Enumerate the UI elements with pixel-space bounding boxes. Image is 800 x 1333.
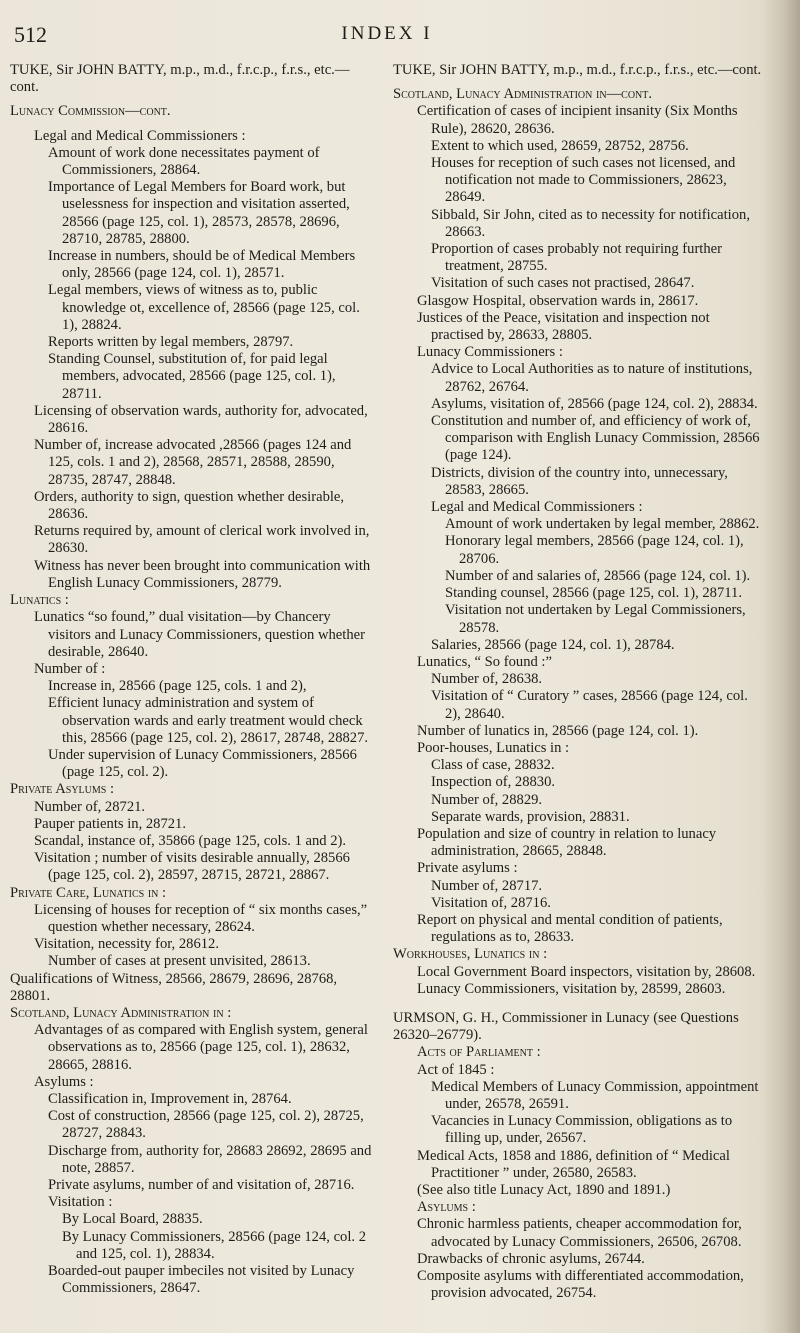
index-entry: Visitation not undertaken by Legal Commissioners, 28578. — [445, 602, 746, 636]
index-entry: Number of and salaries of, 28566 (page 124, col. 1). — [445, 567, 751, 584]
index-entry: Drawbacks of chronic asylums, 26744. — [417, 1250, 645, 1267]
index-entry: Extent to which used, 28659, 28752, 28756. — [431, 137, 689, 154]
index-entry: Legal and Medical Commissioners : — [34, 127, 246, 144]
index-entry: Returns required by, amount of clerical work involved in, 28630. — [34, 523, 370, 557]
index-entry: Number of, 28638. — [431, 671, 543, 688]
index-entry: Pauper patients in, 28721. — [34, 815, 186, 832]
index-entry: Standing Counsel, substitution of, for paid legal members, advocated, 28566 (page 125, col. 1), 28711. — [48, 351, 336, 402]
index-entry: Justices of the Peace, visitation and inspection not practised by, 28633, 28805. — [417, 309, 710, 344]
index-entry: Sibbald, Sir John, cited as to necessity for notification, 28663. — [431, 206, 750, 240]
index-entry: Lunatics : — [10, 592, 69, 609]
index-entry: Legal members, views of witness as to, public knowledge ot, excellence of, 28566 (page 125, col. 1), 28824. — [48, 282, 360, 333]
index-entry: Chronic harmless patients, cheaper accommodation for, advocated by Lunacy Commissioners, 26506, 26708. — [417, 1216, 742, 1250]
index-entry: Vacancies in Lunacy Commission, obligations as to filling up, under, 26567. — [431, 1113, 733, 1147]
index-entry: Asylums : — [34, 1073, 94, 1090]
index-entry: Number of, 28717. — [431, 877, 543, 894]
index-entry: Number of lunatics in, 28566 (page 124, col. 1). — [417, 722, 699, 739]
index-entry: Proportion of cases probably not requiring further treatment, 28755. — [431, 241, 722, 275]
index-entry: Lunacy Commissioners, visitation by, 28599, 28603. — [417, 980, 726, 997]
index-entry: Inspection of, 28830. — [431, 774, 556, 791]
index-entry: Advice to Local Authorities as to nature of institutions, 28762, 26764. — [431, 361, 753, 395]
index-entry: Constitution and number of, and efficiency of work of, comparison with English Lunacy Commission, 28566 (page 124). — [431, 413, 760, 464]
page-edge-shadow — [762, 0, 800, 1333]
index-entry: Districts, division of the country into, unnecessary, 28583, 28665. — [431, 464, 728, 498]
index-entry: Private Asylums : — [10, 781, 115, 798]
index-entry: Efficient lunacy administration and system of observation wards and early treatment would check this, 28566 (page 125, col. 2), 28617, 28748, 28827. — [48, 695, 369, 746]
page-title: INDEX I — [341, 23, 433, 44]
entry-spacer — [10, 121, 375, 128]
index-entry: Amount of work undertaken by legal member, 28862. — [445, 516, 760, 533]
index-entry: Witness has never been brought into communication with English Lunacy Commissioners, 28779. — [34, 557, 371, 591]
index-entry: Qualifications of Witness, 28566, 28679, 28696, 28768, 28801. — [10, 970, 338, 1004]
index-entry: Lunatics “so found,” dual visitation—by Chancery visitors and Lunacy Commissioners, question whether desirable, 28640. — [34, 609, 365, 660]
index-entry: Boarded-out pauper imbeciles not visited by Lunacy Commissioners, 28647. — [48, 1263, 355, 1297]
index-entry: Increase in, 28566 (page 125, cols. 1 and 2), — [48, 678, 307, 695]
entry-spacer — [393, 998, 765, 1010]
index-entry: Discharge from, authority for, 28683 28692, 28695 and note, 28857. — [48, 1142, 372, 1176]
index-entry: Visitation of “ Curatory ” cases, 28566 (page 124, col. 2), 28640. — [431, 688, 748, 722]
index-entry: Asylums, visitation of, 28566 (page 124, col. 2), 28834. — [431, 395, 758, 412]
index-entry: Cost of construction, 28566 (page 125, col. 2), 28725, 28727, 28843. — [48, 1108, 364, 1142]
index-entry: Orders, authority to sign, question whether desirable, 28636. — [34, 488, 345, 523]
index-entry: Visitation of such cases not practised, 28647. — [431, 275, 695, 292]
index-entry: Glasgow Hospital, observation wards in, 28617. — [417, 292, 699, 309]
index-entry: TUKE, Sir JOHN BATTY, m.p., m.d., f.r.c.p., f.r.s., etc.—cont. — [10, 62, 350, 96]
index-entry: Report on physical and mental condition of patients, regulations as to, 28633. — [417, 911, 723, 946]
index-entry: Number of, 28721. — [34, 798, 146, 815]
index-entry: Workhouses, Lunatics in : — [393, 946, 548, 963]
index-entry: Certification of cases of incipient insanity (Six Months Rule), 28620, 28636. — [417, 103, 738, 137]
index-entry: Act of 1845 : — [417, 1061, 495, 1078]
index-entry: Lunacy Commissioners : — [417, 344, 563, 361]
index-entry: Increase in numbers, should be of Medical Members only, 28566 (page 124, col. 1), 28571. — [48, 248, 356, 282]
index-entry: Advantages of as compared with English system, general observations as to, 28566 (page 125, col. 1), 28632, 28665, 28816. — [34, 1022, 368, 1073]
index-entry: Asylums : — [417, 1199, 476, 1216]
index-entry: Number of : — [34, 660, 106, 677]
index-entry: Amount of work done necessitates payment of Commissioners, 28864. — [48, 144, 320, 179]
index-entry: Reports written by legal members, 28797. — [48, 334, 294, 351]
index-entry: Lunacy Commission—cont. — [10, 103, 171, 120]
index-entry: Visitation, necessity for, 28612. — [34, 936, 219, 953]
page-number: 512 — [14, 22, 47, 47]
right-index-column — [393, 62, 765, 1302]
index-entry: Classification in, Improvement in, 28764. — [48, 1090, 292, 1107]
index-entry: By Local Board, 28835. — [62, 1211, 203, 1228]
index-entry: Visitation of, 28716. — [431, 894, 551, 911]
index-entry: URMSON, G. H., Commissioner in Lunacy (see Questions 26320–26779). — [393, 1009, 739, 1044]
index-entry: TUKE, Sir JOHN BATTY, m.p., m.d., f.r.c.p., f.r.s., etc.—cont. — [393, 62, 762, 78]
index-entry: Licensing of houses for reception of “ six months cases,” question whether necessary, 28624. — [34, 901, 368, 935]
index-entry: Number of, 28829. — [431, 791, 543, 808]
index-entry: Scotland, Lunacy Administration in : — [10, 1004, 232, 1021]
index-entry: Poor-houses, Lunatics in : — [417, 739, 570, 756]
index-entry: Separate wards, provision, 28831. — [431, 808, 630, 825]
index-entry: Visitation : — [48, 1194, 113, 1211]
page-header — [14, 22, 760, 46]
index-entry: Scotland, Lunacy Administration in—cont. — [393, 86, 653, 103]
index-entry: Number of, increase advocated ,28566 (pages 124 and 125, cols. 1 and 2), 28568, 28571, 28588, 28590, 28735, 28747, 28848. — [34, 437, 352, 488]
index-entry: Private Care, Lunatics in : — [10, 884, 167, 901]
index-entry: Lunatics, “ So found :” — [417, 653, 552, 670]
index-entry: Local Government Board inspectors, visitation by, 28608. — [417, 963, 756, 980]
index-entry: Class of case, 28832. — [431, 757, 555, 774]
entry-spacer — [393, 79, 765, 86]
index-entry: Medical Members of Lunacy Commission, appointment under, 26578, 26591. — [431, 1078, 759, 1112]
index-entry: Composite asylums with differentiated accommodation, provision advocated, 26754. — [417, 1268, 744, 1302]
index-entry: By Lunacy Commissioners, 28566 (page 124, col. 2 and 125, col. 1), 28834. — [62, 1228, 366, 1262]
index-entry: Acts of Parliament : — [417, 1044, 541, 1061]
index-entry: Houses for reception of such cases not licensed, and notification not made to Commissioners, 28623, 28649. — [431, 155, 736, 206]
index-entry: Standing counsel, 28566 (page 125, col. 1), 28711. — [445, 585, 742, 602]
index-entry: Scandal, instance of, 35866 (page 125, cols. 1 and 2). — [34, 832, 347, 849]
index-entry: Private asylums : — [417, 860, 518, 877]
index-entry: Private asylums, number of and visitation of, 28716. — [48, 1177, 355, 1193]
index-entry: Salaries, 28566 (page 124, col. 1), 28784. — [431, 636, 675, 653]
index-entry: Legal and Medical Commissioners : — [431, 499, 643, 516]
index-entry: Importance of Legal Members for Board work, but uselessness for inspection and visitation asserted, 28566 (page 125, col. 1), 28573, 28578, 28696, 28710, 28785, 28800. — [48, 179, 350, 247]
index-entry: Medical Acts, 1858 and 1886, definition of “ Medical Practitioner ” under, 26580, 26583. — [417, 1147, 730, 1181]
left-index-column — [10, 62, 375, 1297]
index-entry: Visitation ; number of visits desirable annually, 28566 (page 125, col. 2), 28597, 28715, 28721, 28867. — [34, 850, 350, 884]
index-entry: Honorary legal members, 28566 (page 124, col. 1), 28706. — [445, 533, 744, 567]
index-entry: (See also title Lunacy Act, 1890 and 1891.) — [417, 1182, 671, 1198]
index-entry: Number of cases at present unvisited, 28613. — [48, 953, 311, 970]
index-entry: Licensing of observation wards, authority for, advocated, 28616. — [34, 402, 368, 437]
index-entry: Population and size of country in relation to lunacy administration, 28665, 28848. — [417, 825, 717, 860]
entry-spacer — [10, 96, 375, 103]
index-entry: Under supervision of Lunacy Commissioners, 28566 (page 125, col. 2). — [48, 746, 357, 781]
